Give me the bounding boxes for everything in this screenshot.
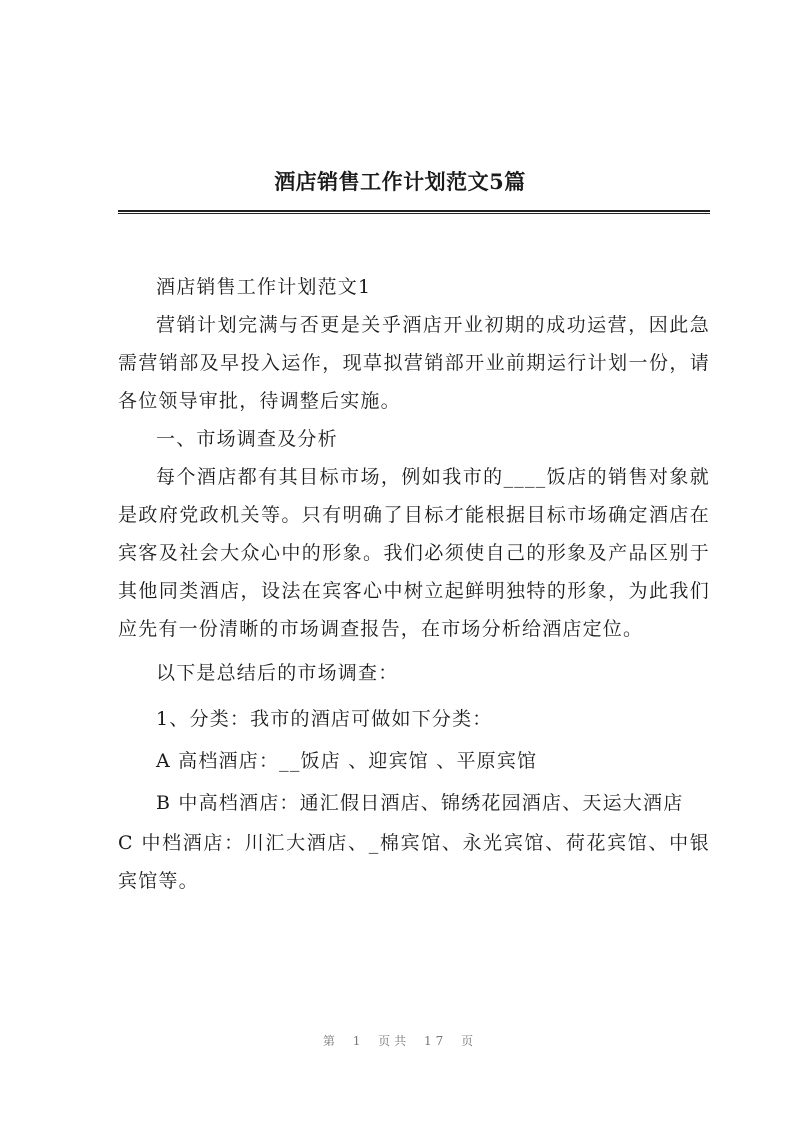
subsection-heading: 一、市场调查及分析	[156, 428, 338, 450]
title-divider	[118, 210, 710, 214]
paragraph-summary-intro: 以下是总结后的市场调查：	[156, 662, 399, 684]
document-body	[118, 268, 710, 900]
paragraph-classification: 1、分类：我市的酒店可做如下分类：	[156, 708, 493, 730]
list-item-b: B 中高档酒店：通汇假日酒店、锦绣花园酒店、天运大酒店	[156, 792, 684, 814]
document-title: 酒店销售工作计划范文5篇	[274, 169, 526, 194]
paragraph-market: 每个酒店都有其目标市场，例如我市的____饭店的销售对象就是政府党政机关等。只有明确了目标才能根据目标市场确定酒店在宾客及社会大众心中的形象。我们必须使自己的形象及产品区别于其他同类酒店，设法在宾客心中树立起鲜明独特的形象，为此我们应先有一份清晰的市场调查报告，在市场分析给酒店定位。	[118, 466, 710, 640]
section-heading: 酒店销售工作计划范文1	[156, 276, 372, 298]
list-item-c: C 中档酒店：川汇大酒店、_棉宾馆、永光宾馆、荷花宾馆、中银宾馆等。	[118, 832, 710, 892]
list-item-a: A 高档酒店：__饭店 、迎宾馆 、平原宾馆	[156, 750, 538, 772]
paragraph-intro: 营销计划完满与否更是关乎酒店开业初期的成功运营，因此急需营销部及早投入运作，现草拟营销部开业前期运行计划一份，请各位领导审批，待调整后实施。	[118, 314, 710, 412]
page-number: 第 1 页共 17 页	[322, 1034, 478, 1048]
